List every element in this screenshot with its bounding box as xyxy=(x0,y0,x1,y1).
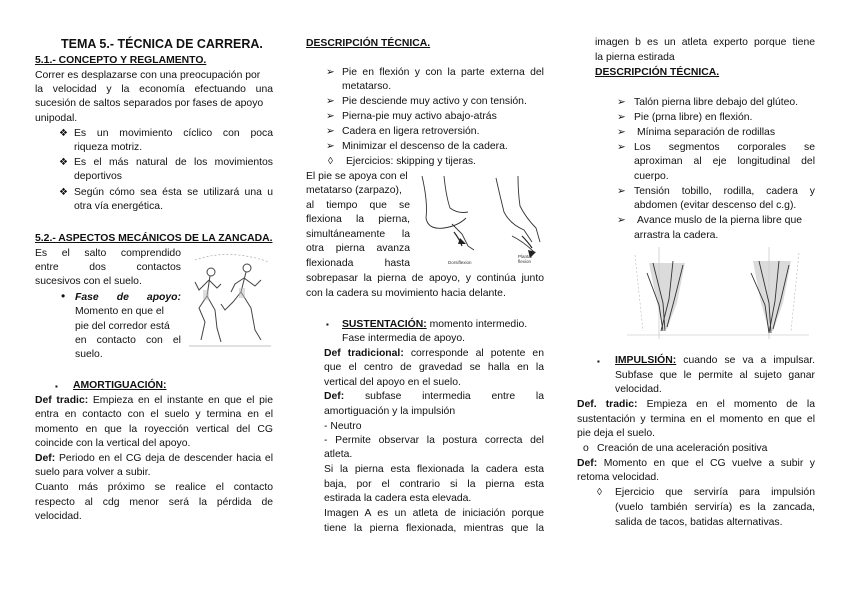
foot-flexion-illustration xyxy=(414,172,546,268)
bullet-text: Es un movimiento cíclico con poca xyxy=(74,128,273,139)
arrow-bullet-icon: ➢ xyxy=(326,141,335,152)
text-line: momento en que la royección vertical del CG xyxy=(35,424,273,435)
text-line: Subfase que le permite al sujeto ganar xyxy=(615,370,815,381)
text-line: Def: Momento en que el CG vuelve a subir y xyxy=(577,458,816,469)
open-diamond-bullet-icon: ◊ xyxy=(597,487,602,498)
bullet-text: aproximan al eje longitudinal del xyxy=(634,156,815,167)
text-line: entra en contacto con el suelo y termina en el xyxy=(35,409,273,420)
text-line: Imagen A es un atleta de iniciación porque xyxy=(324,508,544,519)
text-line: Cuanto más próximo se realice el contacto xyxy=(35,482,273,493)
text-line: Si la pierna esta flexionada la cadera esta xyxy=(324,464,544,475)
bullet-text: metatarso. xyxy=(342,81,392,92)
text-line: coincide con la vertical del apoyo. xyxy=(35,438,191,449)
arrow-bullet-icon: ➢ xyxy=(617,97,626,108)
square-bullet-icon: ▪ xyxy=(55,382,58,391)
text-line: Def tradicional: corresponde al potente en xyxy=(324,348,544,359)
descripcion-tecnica-heading: DESCRIPCIÓN TÉCNICA. xyxy=(306,38,431,49)
text-line: otra pierna avanza xyxy=(306,243,410,254)
bullet-text: Es el más natural de los movimientos xyxy=(74,157,273,168)
text-line: SUSTENTACIÓN: momento intermedio. xyxy=(342,319,528,330)
bullet-text: Ejercicios: skipping y tijeras. xyxy=(346,156,476,167)
text-line: sustentación y termina en el momento en que el xyxy=(577,414,815,425)
diamond-bullet-icon: ❖ xyxy=(59,128,68,139)
bullet-text: suelo. xyxy=(75,349,103,360)
bullet-text: Pie desciende muy activo y con tensión. xyxy=(342,96,527,107)
text-line: con la cadera su movimiento hacia delante. xyxy=(306,288,506,299)
text-line: sucesión de saltos separados por fases de apoyo xyxy=(35,98,264,109)
text-line: flexiona la pierna, xyxy=(306,214,410,225)
bullet-text: pie del corredor está xyxy=(75,321,170,332)
text-line: Def: Periodo en el CG deja de descender hacia el xyxy=(35,453,274,464)
bullet-text: Los segmentos corporales se xyxy=(634,142,815,153)
text-line: entre dos contactos xyxy=(35,262,181,273)
text-line: - Permite observar la postura correcta del xyxy=(324,435,544,446)
section-heading-5-2: 5.2.- ASPECTOS MECÁNICOS DE LA ZANCADA. xyxy=(35,233,273,244)
text-line: atleta. xyxy=(324,449,353,460)
text-line: flexionada hasta xyxy=(306,258,410,269)
text-line: Fase intermedia de apoyo. xyxy=(342,333,466,344)
open-diamond-bullet-icon: ◊ xyxy=(328,156,333,167)
arrow-bullet-icon: ➢ xyxy=(617,112,626,123)
text-line: retoma velocidad. xyxy=(577,472,660,483)
runners-illustration xyxy=(185,250,273,350)
bullet-text: Avance muslo de la pierna libre que xyxy=(637,215,803,226)
bullet-text: salida de tacos, batidas alternativas. xyxy=(615,517,783,528)
text-line: respecto al cdg menor será la pérdida de xyxy=(35,497,273,508)
text-line: unipodal. xyxy=(35,113,78,124)
diamond-bullet-icon: ❖ xyxy=(59,187,68,198)
text-line: Es el salto comprendido xyxy=(35,248,181,259)
bullet-text: arrastra la cadera. xyxy=(634,230,719,241)
arrow-bullet-icon: ➢ xyxy=(326,67,335,78)
text-line: suelo para volver a subir. xyxy=(35,467,151,478)
bullet-text: Mínima separación de rodillas xyxy=(637,127,776,138)
arrow-bullet-icon: ➢ xyxy=(617,142,626,153)
text-line: simultáneamente la xyxy=(306,229,410,240)
plantar-label: Plantar xyxy=(518,254,533,259)
text-line: estirada la cadera esta elevada. xyxy=(324,493,472,504)
circle-bullet-icon: o xyxy=(583,443,589,454)
text-line: vertical del apoyo en el suelo. xyxy=(324,377,461,388)
text-line: Def: subfase intermedia entre la xyxy=(324,391,544,402)
bullet-text: Momento en que el xyxy=(75,306,164,317)
text-line: la velocidad y la economía efectuando una xyxy=(35,84,273,95)
arrow-bullet-icon: ➢ xyxy=(617,127,626,138)
text-line: la pierna estirada xyxy=(595,52,675,63)
support-phase-legs-illustration xyxy=(623,243,813,343)
text-line: Def tradic: Empieza en el instante en que el pie xyxy=(35,395,273,406)
bullet-text: Pierna-pie muy activo abajo-atrás xyxy=(342,111,497,122)
text-line: amortiguación y la impulsión xyxy=(324,406,456,417)
diamond-bullet-icon: ❖ xyxy=(59,157,68,168)
bullet-text: Minimizar el descenso de la cadera. xyxy=(342,141,508,152)
text-line: imagen b es un atleta experto porque tiene xyxy=(595,37,815,48)
plantar-label-2: flexion xyxy=(518,259,532,264)
bullet-text: riqueza motriz. xyxy=(74,142,143,153)
bullet-text: otra vía energética. xyxy=(74,201,163,212)
arrow-bullet-icon: ➢ xyxy=(326,96,335,107)
page-title: TEMA 5.- TÉCNICA DE CARRERA. xyxy=(61,37,263,51)
dorsiflexion-label: Dorsiflexion xyxy=(448,260,472,265)
square-bullet-icon: ▪ xyxy=(326,320,329,329)
bullet-text: (vuelo también serviría) es la zancada, xyxy=(615,502,815,513)
text-line: baja, por el contrario si la pierna esta xyxy=(324,479,544,490)
descripcion-tecnica-heading-2: DESCRIPCIÓN TÉCNICA. xyxy=(595,67,720,78)
bullet-text: en contacto con el xyxy=(75,335,181,346)
text-line: IMPULSIÓN: cuando se va a impulsar. xyxy=(615,355,815,366)
text-line: que el centro de gravedad se halla en la xyxy=(324,362,544,373)
text-line: tiene la pierna flexionada, mientras que la xyxy=(324,523,544,534)
bullet-text: Ejercicio que serviría para impulsión xyxy=(615,487,815,498)
arrow-bullet-icon: ➢ xyxy=(326,111,335,122)
text-line: pie deja el suelo. xyxy=(577,428,655,439)
bullet-text: Pie (prna libre) en flexión. xyxy=(634,112,753,123)
bullet-text: deportivos xyxy=(74,171,122,182)
text-line: metatarso (zarpazo), xyxy=(306,185,402,196)
bullet-text: cuerpo. xyxy=(634,171,669,182)
text-line: sobrepasar la pierna de apoyo, y continúa junto xyxy=(306,273,544,284)
dot-bullet-icon: • xyxy=(61,289,66,303)
square-bullet-icon: ▪ xyxy=(597,357,600,366)
arrow-bullet-icon: ➢ xyxy=(326,126,335,137)
text-line: al tiempo que se xyxy=(306,200,410,211)
bullet-text: Según cómo sea ésta se utilizará una u xyxy=(74,187,273,198)
bullet-text: Cadera en ligera retroversión. xyxy=(342,126,480,137)
fase-apoyo-label: Fase de apoyo: xyxy=(75,292,181,303)
text-line: Correr es desplazarse con una preocupación por xyxy=(35,70,261,81)
bullet-text: Pie en flexión y con la parte externa del xyxy=(342,67,544,78)
text-line: Def. tradic: Empieza en el momento de la xyxy=(577,399,815,410)
bullet-text: Creación de una aceleración positiva xyxy=(597,443,768,454)
text-line: - Neutro xyxy=(324,421,362,432)
bullet-text: abdomen (evitar descenso del c.g). xyxy=(634,200,797,211)
arrow-bullet-icon: ➢ xyxy=(617,186,626,197)
section-heading-5-1: 5.1.- CONCEPTO Y REGLAMENTO. xyxy=(35,55,207,66)
text-line: velocidad. xyxy=(35,511,82,522)
text-line: sucesivos con el suelo. xyxy=(35,276,142,287)
text-line: velocidad. xyxy=(615,384,662,395)
bullet-text: Tensión tobillo, rodilla, cadera y xyxy=(634,186,815,197)
amortiguacion-heading: AMORTIGUACIÓN: xyxy=(73,380,167,391)
text-line: El pie se apoya con el xyxy=(306,171,408,182)
arrow-bullet-icon: ➢ xyxy=(617,215,626,226)
bullet-text: Talón pierna libre debajo del glúteo. xyxy=(634,97,799,108)
